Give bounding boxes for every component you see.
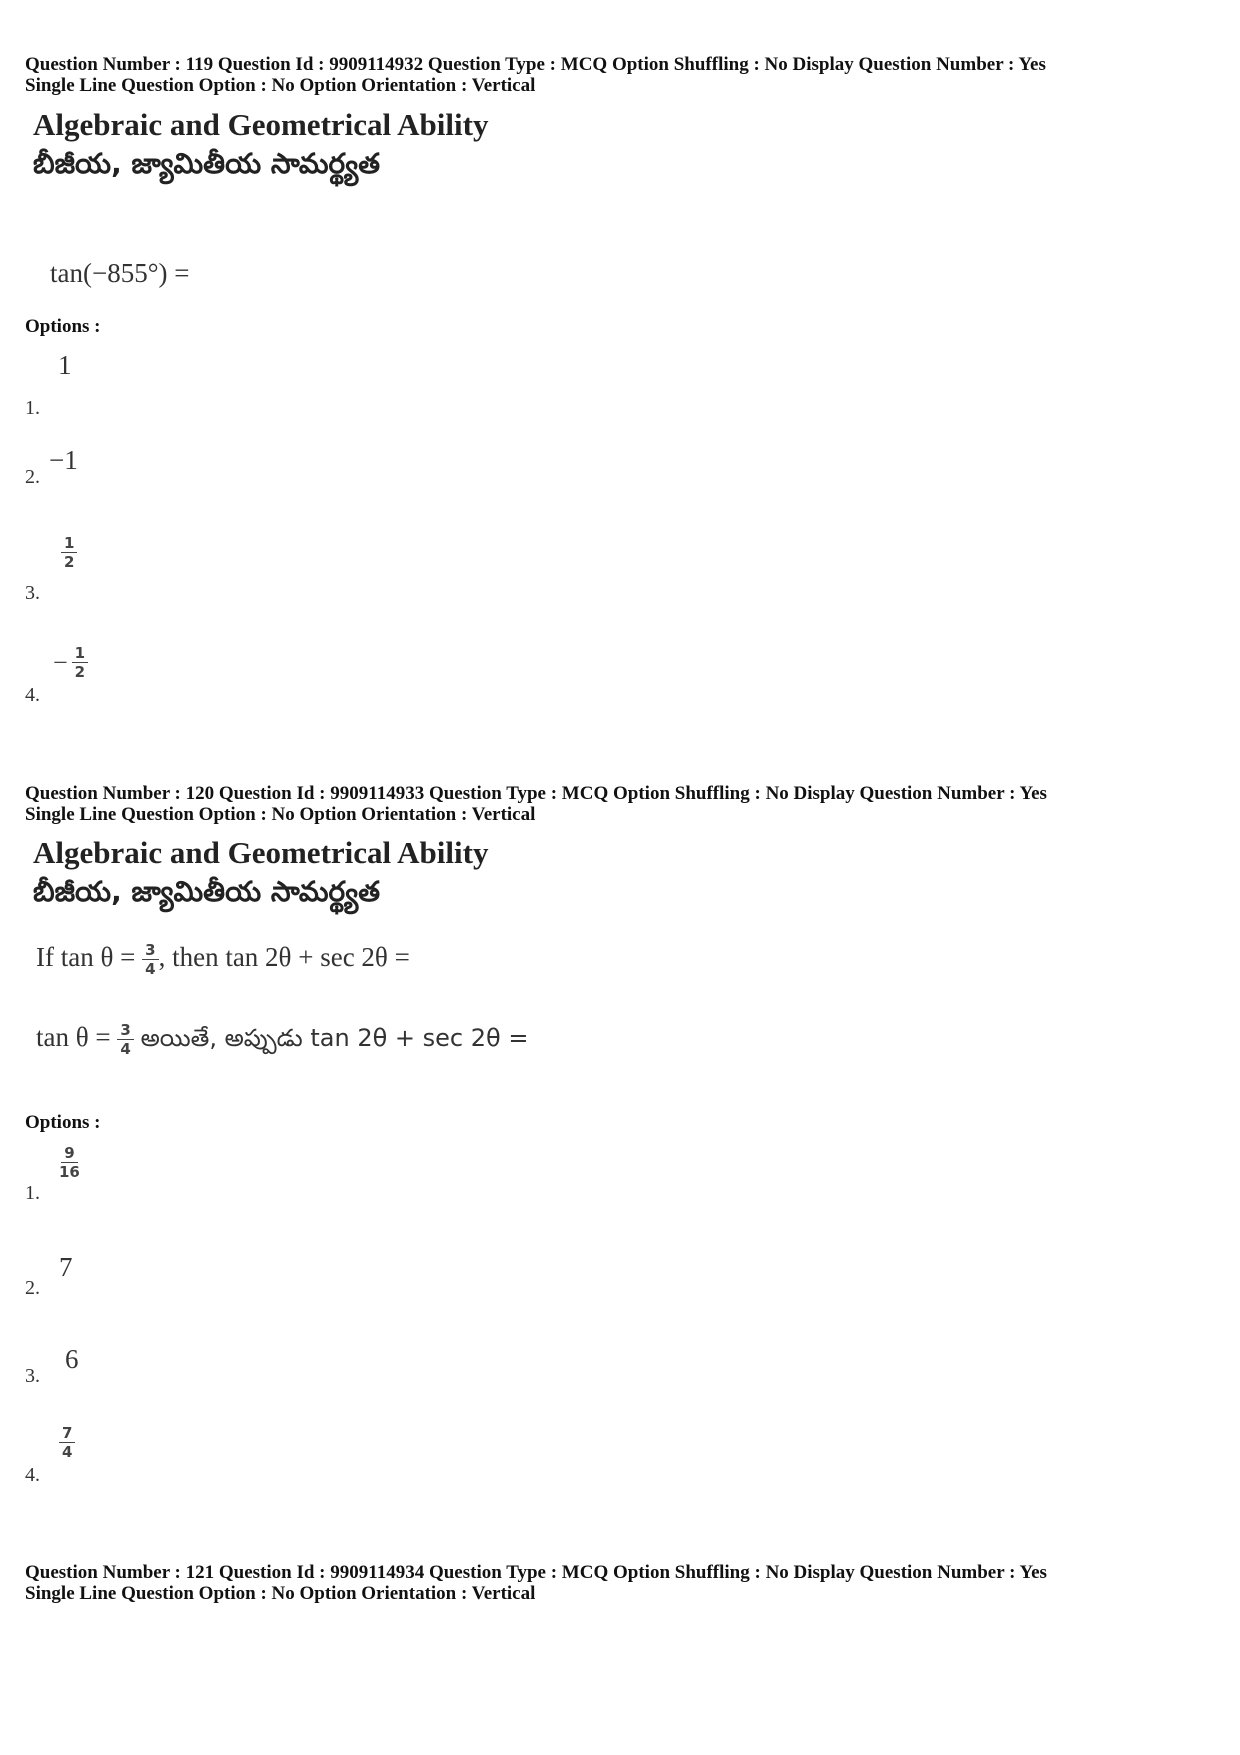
option-value: −1 [49, 445, 78, 475]
question-120-text-english: If tan θ = $\frac{3}{4}$ , then tan 2θ + sec 2θ = [36, 941, 410, 979]
fraction: $\frac{3}{4}$ [142, 942, 158, 977]
option-value: 6 [65, 1344, 79, 1374]
question-119-header [25, 54, 1215, 96]
option-number: 3. [25, 1365, 40, 1387]
option-4[interactable] [25, 1425, 325, 1487]
option-3[interactable] [25, 535, 325, 605]
fraction: $\frac{1}{2}$ [72, 645, 88, 680]
option-value [59, 1425, 75, 1460]
option-1[interactable] [25, 350, 325, 420]
option-number: 2. [25, 1277, 40, 1299]
option-value [53, 645, 88, 680]
options-label: Options : [25, 316, 101, 337]
option-number: 2. [25, 466, 40, 488]
question-meta-line1: Question Number : 120 Question Id : 9909114933 Question Type : MCQ Option Shuffling : No Display Question Number : Yes [25, 783, 1047, 804]
question-120-text-telugu: tan θ = $\frac{3}{4}$ అయితే, అప్పుడు tan 2θ + sec 2θ = [36, 1021, 529, 1059]
subject-telugu: బీజీయ, జ్యామితీయ సామర్థ్యత [33, 147, 381, 180]
question-meta-line2: Single Line Question Option : No Option Orientation : Vertical [25, 75, 536, 96]
option-number: 3. [25, 582, 40, 604]
minus-sign: − [53, 647, 68, 677]
question-119-subject [25, 106, 1215, 184]
option-3[interactable] [25, 1344, 325, 1388]
option-1[interactable] [25, 1145, 325, 1205]
fraction: $\frac{7}{4}$ [59, 1425, 75, 1460]
subject-english: Algebraic and Geometrical Ability [33, 107, 489, 142]
subject-english: Algebraic and Geometrical Ability [33, 835, 489, 870]
option-value: 7 [59, 1252, 73, 1282]
question-120-header [25, 783, 1215, 825]
question-meta-line2: Single Line Question Option : No Option Orientation : Vertical [25, 804, 536, 825]
option-number: 1. [25, 397, 40, 419]
question-119-text: tan(−855°) = [50, 258, 190, 288]
option-value [59, 1145, 80, 1180]
question-meta-line2: Single Line Question Option : No Option Orientation : Vertical [25, 1583, 536, 1604]
options-label: Options : [25, 1112, 101, 1133]
option-value: 1 [58, 350, 72, 380]
fraction: $\frac{1}{2}$ [61, 535, 77, 570]
option-value [61, 535, 77, 570]
option-2[interactable] [25, 1252, 325, 1300]
fraction: $\frac{9}{16}$ [59, 1144, 80, 1182]
option-2[interactable] [25, 445, 325, 489]
question-meta-line1: Question Number : 119 Question Id : 9909114932 Question Type : MCQ Option Shuffling : No Display Question Number : Yes [25, 54, 1046, 75]
subject-telugu: బీజీయ, జ్యామితీయ సామర్థ్యత [33, 875, 381, 908]
question-meta-line1: Question Number : 121 Question Id : 9909114934 Question Type : MCQ Option Shuffling : No Display Question Number : Yes [25, 1562, 1047, 1583]
option-number: 1. [25, 1182, 40, 1204]
option-number: 4. [25, 684, 40, 706]
option-number: 4. [25, 1464, 40, 1486]
question-120-subject [25, 834, 1215, 912]
question-121-header [25, 1562, 1215, 1604]
option-4[interactable] [25, 645, 325, 707]
fraction: $\frac{3}{4}$ [117, 1022, 133, 1057]
